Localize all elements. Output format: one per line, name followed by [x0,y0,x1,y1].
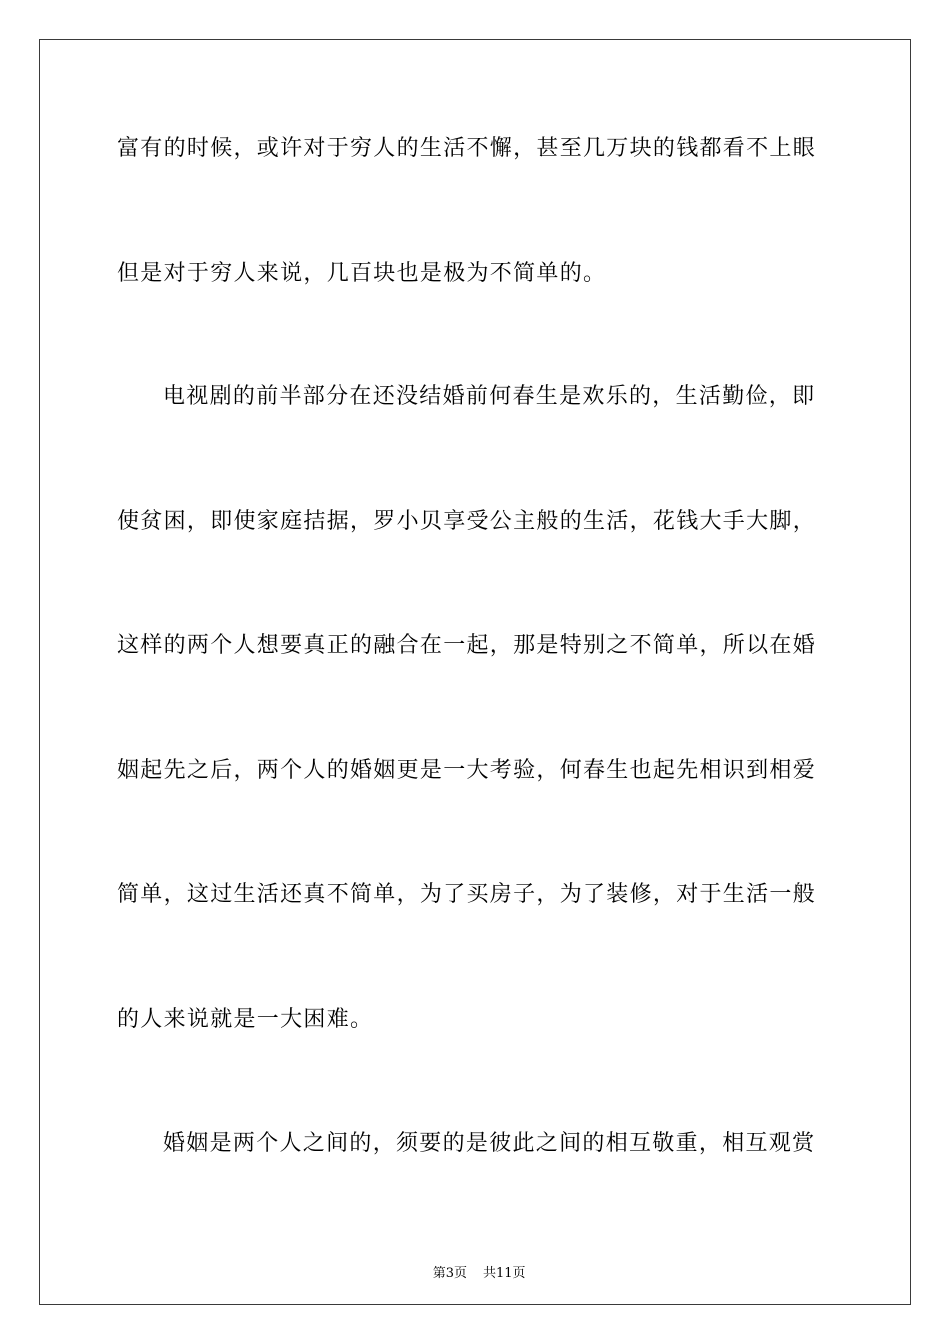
paragraph-line: 使贫困，即使家庭拮据，罗小贝享受公主般的生活，花钱大手大脚， [117,509,817,534]
page-number: 第3页 [432,1266,467,1281]
page-footer [0,1247,950,1283]
paragraph-line: 这样的两个人想要真正的融合在一起，那是特别之不简单，所以在婚 [117,633,817,658]
page-total: 共11页 [483,1266,526,1281]
paragraph-line: 的人来说就是一大困难。 [117,1007,374,1032]
paragraph-line: 富有的时候，或许对于穷人的生活不懈，甚至几万块的钱都看不上眼 [117,136,817,161]
paragraph-line: 电视剧的前半部分在还没结婚前何春生是欢乐的，生活勤俭，即 [163,384,816,409]
page-frame [39,39,911,1305]
paragraph-line: 婚姻是两个人之间的，须要的是彼此之间的相互敬重，相互观赏 [163,1131,816,1156]
paragraph-line: 姻起先之后，两个人的婚姻更是一大考验，何春生也起先相识到相爱 [117,758,817,783]
paragraph-line: 但是对于穷人来说，几百块也是极为不简单的。 [117,261,607,286]
paragraph-line: 简单，这过生活还真不简单，为了买房子，为了装修，对于生活一般 [117,882,817,907]
